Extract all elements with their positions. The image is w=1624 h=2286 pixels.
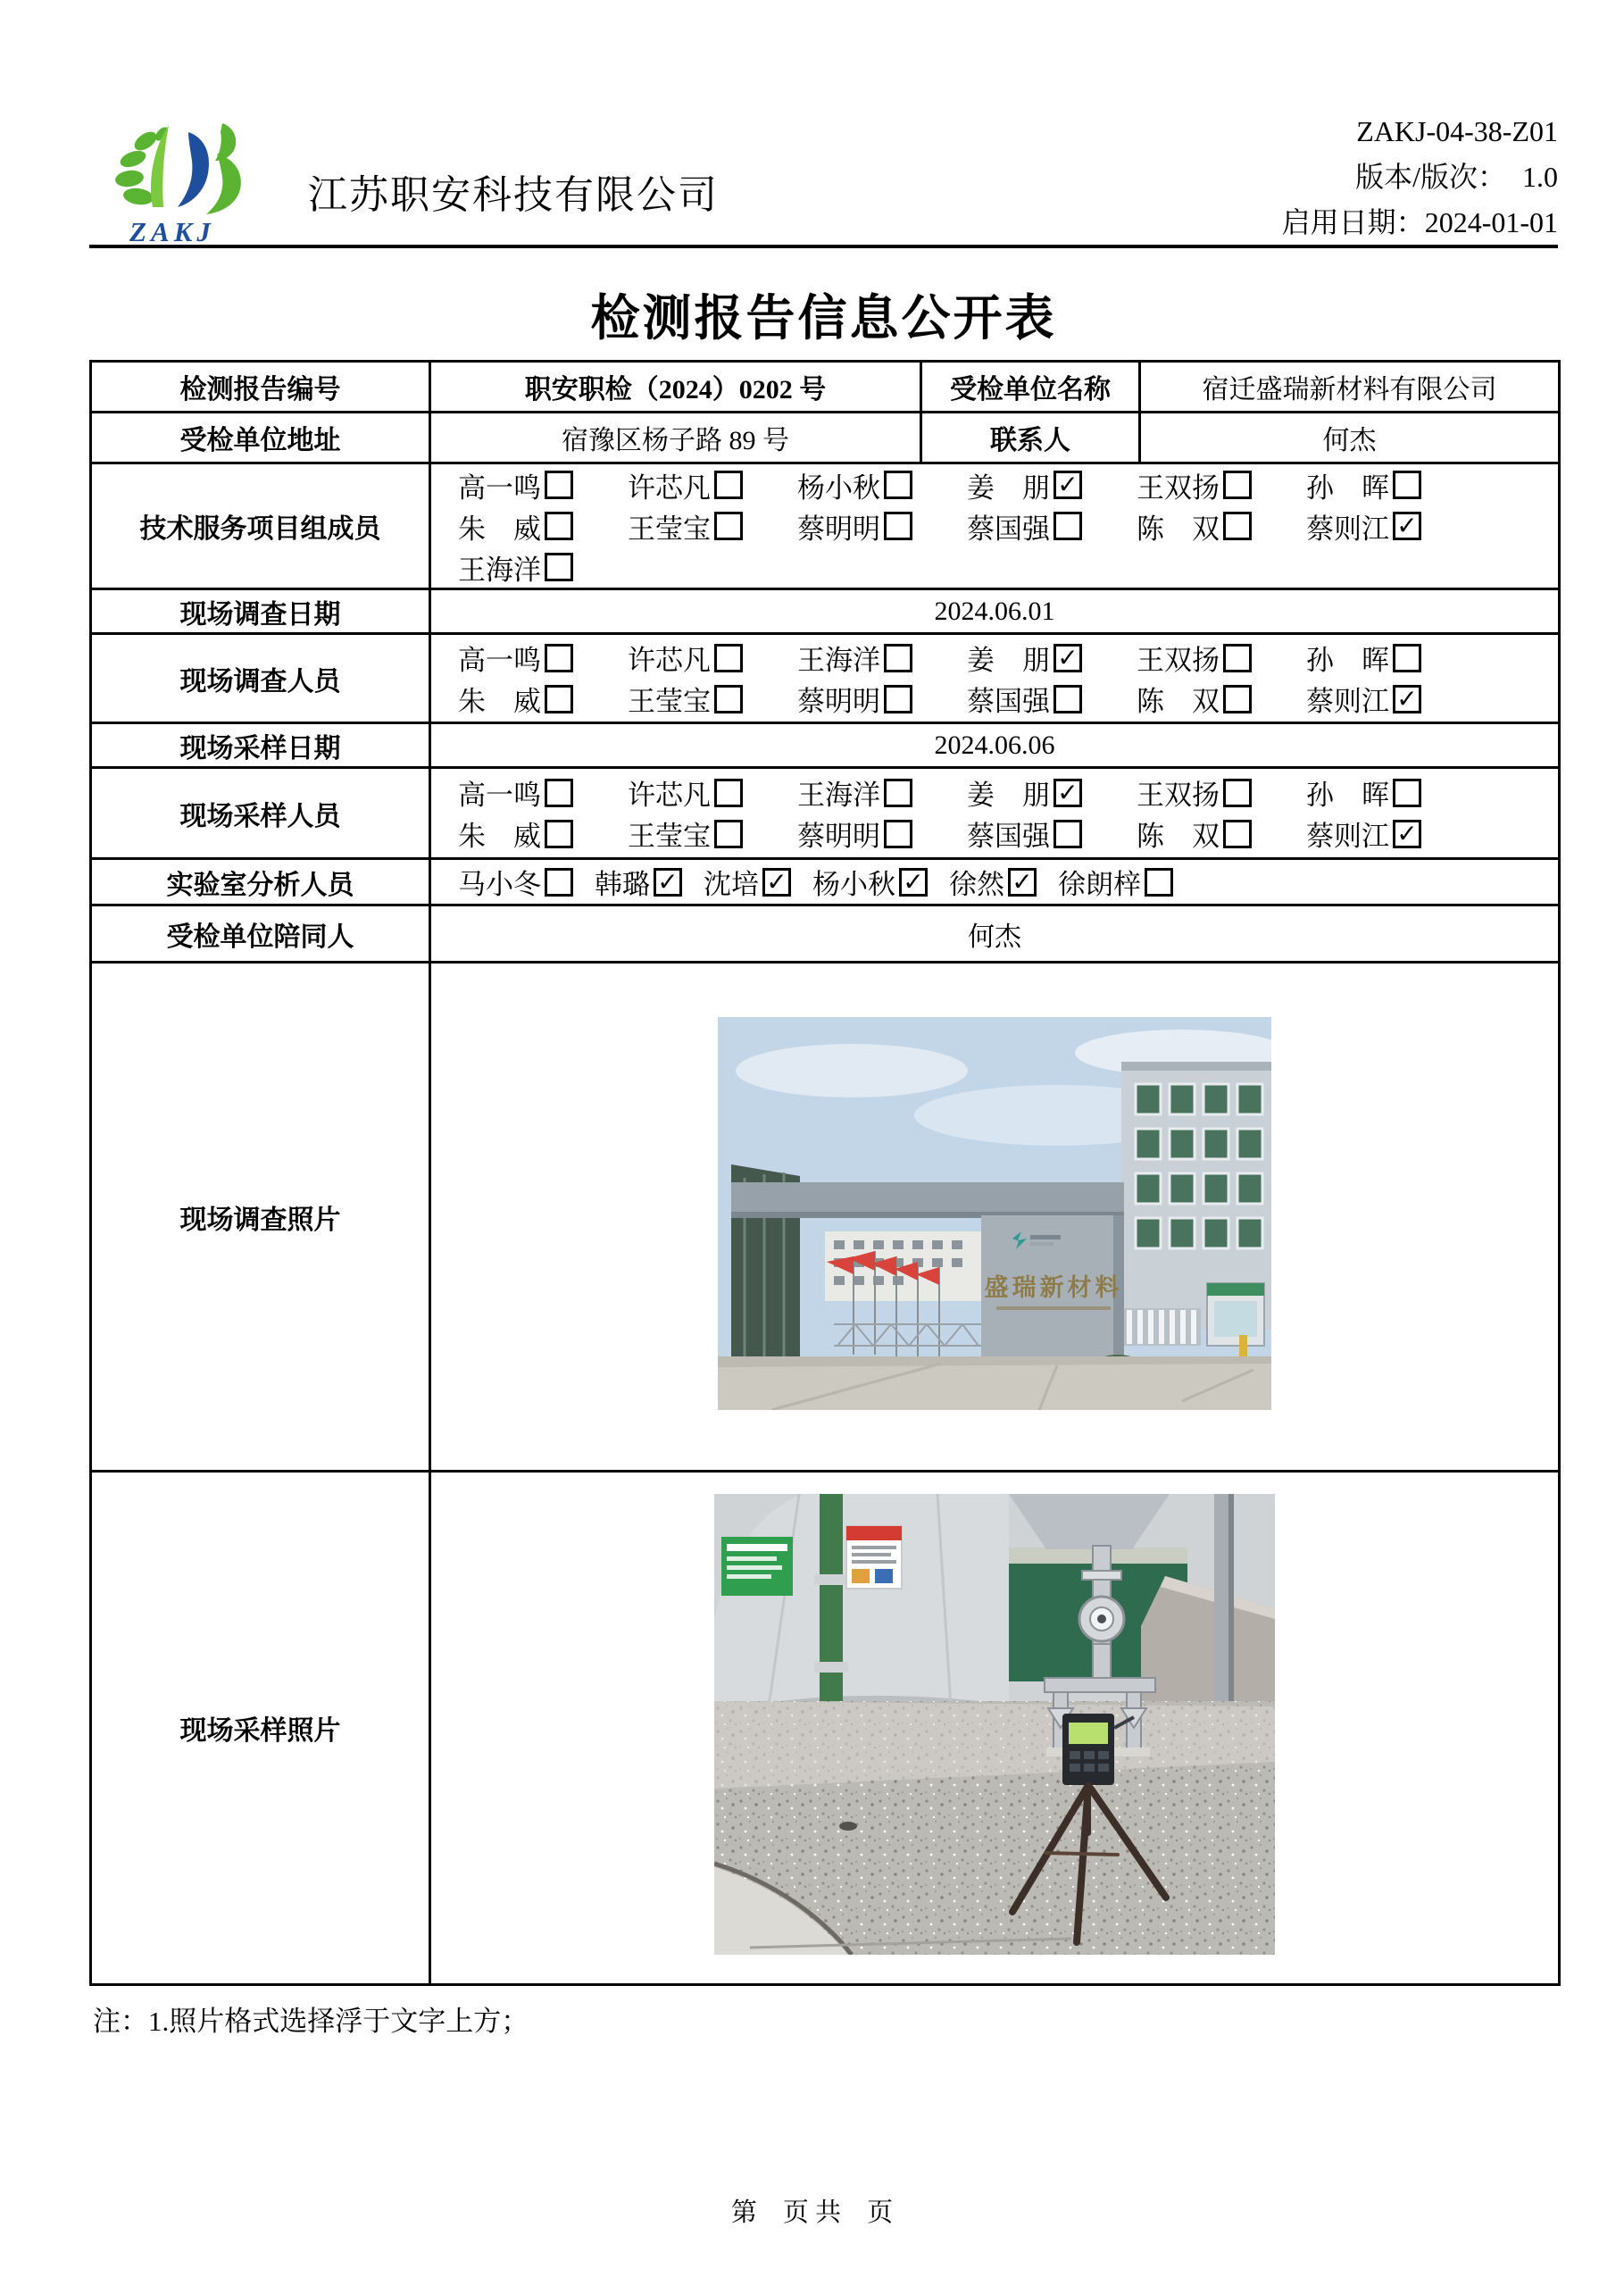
member-checklist [431, 464, 1558, 588]
checkbox-unchecked[interactable] [1393, 471, 1421, 499]
survey-photo-cell [430, 963, 1560, 1472]
checkbox-unchecked[interactable] [1054, 820, 1082, 848]
value-sampling-date: 2024.06.06 [430, 723, 1560, 768]
start-date-label: 启用日期： [1281, 206, 1425, 238]
person-name: 高一鸣 [458, 471, 541, 504]
checkbox-unchecked[interactable] [1054, 685, 1082, 713]
table-row [91, 362, 1560, 413]
person-row [458, 679, 1558, 720]
checkbox-unchecked[interactable] [884, 471, 912, 499]
person-name: 蔡国强 [967, 513, 1050, 545]
person-option [967, 506, 1137, 546]
table-row [91, 768, 1560, 859]
logo-text: ZAKJ [129, 216, 215, 247]
logo-green-drop [215, 123, 236, 161]
person-option [812, 862, 928, 902]
person-option [1306, 772, 1476, 813]
value-unit-address: 宿豫区杨子路 89 号 [430, 413, 921, 463]
label-survey-staff: 现场调查人员 [91, 634, 430, 723]
checkbox-unchecked[interactable] [1223, 779, 1252, 807]
ground [718, 1356, 1271, 1410]
checkbox-unchecked[interactable] [714, 820, 743, 848]
checkbox-checked[interactable]: ✓ [1054, 644, 1082, 672]
person-option [1137, 679, 1306, 719]
person-name: 蔡则江 [1306, 821, 1389, 852]
value-contact: 何杰 [1140, 413, 1560, 463]
label-escort: 受检单位陪同人 [91, 905, 430, 963]
person-name: 蔡明明 [797, 513, 880, 545]
checkbox-unchecked[interactable] [884, 685, 912, 713]
page-title: 检测报告信息公开表 [590, 291, 1057, 346]
person-option [1137, 506, 1306, 546]
person-name: 陈 双 [1137, 821, 1220, 852]
survey-staff-checklist [431, 638, 1558, 720]
person-name: 姜 朋 [967, 645, 1050, 676]
version-line [1282, 154, 1558, 200]
person-name: 蔡明明 [797, 821, 880, 852]
person-name: 王双扬 [1137, 645, 1220, 676]
checkbox-unchecked[interactable] [884, 779, 912, 807]
checkbox-unchecked[interactable] [545, 779, 573, 807]
person-name: 王莹宝 [628, 686, 711, 717]
label-report-no: 检测报告编号 [91, 362, 430, 413]
checkbox-unchecked[interactable] [545, 553, 573, 581]
storage-tank [714, 1494, 1009, 1733]
footnote: 注：1.照片格式选择浮于文字上方； [93, 2006, 529, 2037]
table-row [91, 859, 1560, 905]
person-row [458, 772, 1558, 813]
value-report-no: 职安职检（2024）0202 号 [430, 362, 921, 413]
person-option [967, 813, 1137, 854]
person-name: 王双扬 [1137, 471, 1220, 504]
person-option [797, 465, 967, 505]
label-survey-photo: 现场调查照片 [91, 963, 430, 1472]
checkbox-checked[interactable]: ✓ [654, 868, 682, 897]
logo-green-swoosh [206, 154, 241, 214]
checkbox-checked[interactable]: ✓ [1054, 471, 1082, 499]
checkbox-unchecked[interactable] [714, 512, 743, 540]
version-value: 1.0 [1522, 161, 1558, 193]
person-option [1306, 813, 1476, 854]
label-sampling-photo: 现场采样照片 [91, 1472, 430, 1985]
person-name: 孙 晖 [1306, 471, 1389, 504]
person-option [967, 679, 1137, 719]
person-option [628, 772, 797, 813]
checkbox-unchecked[interactable] [545, 644, 573, 672]
label-project-members: 技术服务项目组成员 [91, 463, 430, 589]
person-name: 杨小秋 [812, 869, 895, 900]
checkbox-checked[interactable]: ✓ [1393, 820, 1421, 848]
sampling-photo-cell [430, 1472, 1560, 1985]
person-option [458, 862, 573, 902]
person-option [1137, 813, 1306, 854]
person-option [967, 638, 1137, 678]
person-option [458, 813, 628, 854]
checkbox-unchecked[interactable] [1393, 644, 1421, 672]
version-label: 版本/版次： [1355, 161, 1506, 193]
checkbox-unchecked[interactable] [545, 868, 573, 897]
terrazzo-floor [714, 1701, 1275, 1955]
table-row [91, 905, 1560, 963]
checkbox-unchecked[interactable] [714, 644, 743, 672]
logo-leaves [114, 125, 171, 207]
person-name: 蔡则江 [1306, 513, 1389, 545]
person-option [1137, 465, 1306, 505]
table-row [91, 413, 1560, 463]
checkbox-unchecked[interactable] [545, 685, 573, 713]
checkbox-unchecked[interactable] [714, 779, 743, 807]
person-name: 蔡国强 [967, 686, 1050, 717]
person-option [704, 862, 791, 902]
person-name: 王莹宝 [628, 513, 711, 545]
document-info-block [1282, 109, 1558, 246]
person-option [595, 862, 682, 902]
person-option [949, 862, 1037, 902]
survey-photo [718, 1017, 1271, 1410]
person-option [628, 465, 797, 505]
person-option [1306, 679, 1476, 719]
person-option [1306, 465, 1476, 505]
person-name: 徐朗梓 [1058, 869, 1141, 900]
person-option [1137, 772, 1306, 813]
person-row [458, 862, 1558, 903]
label-sampling-staff: 现场采样人员 [91, 768, 430, 859]
checkbox-unchecked[interactable] [1393, 779, 1421, 807]
person-name: 蔡国强 [967, 821, 1050, 852]
person-row [458, 505, 1558, 546]
person-name: 韩璐 [595, 869, 650, 900]
company-logo-icon [112, 107, 299, 219]
checkbox-checked[interactable]: ✓ [762, 868, 791, 897]
person-option [628, 813, 797, 854]
label-sampling-date: 现场采样日期 [91, 723, 430, 768]
person-name: 马小冬 [458, 869, 541, 900]
person-name: 孙 晖 [1306, 780, 1389, 811]
person-option [1137, 638, 1306, 678]
sampling-staff-checklist [431, 772, 1558, 855]
logo-blue-swoosh [178, 132, 209, 207]
person-name: 陈 双 [1137, 686, 1220, 717]
person-name: 朱 威 [458, 821, 541, 852]
person-option [458, 547, 628, 588]
checkbox-checked[interactable]: ✓ [899, 868, 928, 897]
person-option [458, 638, 628, 678]
value-survey-date: 2024.06.01 [430, 589, 1560, 634]
value-unit-name: 宿迁盛瑞新材料有限公司 [1140, 362, 1560, 413]
instrument-screen [1069, 1723, 1108, 1744]
person-name: 沈培 [704, 869, 759, 900]
table-row [91, 463, 1560, 589]
person-name: 许芯凡 [628, 780, 711, 811]
person-option [1306, 506, 1476, 546]
company-name: 江苏职安科技有限公司 [308, 173, 719, 217]
person-name: 陈 双 [1137, 513, 1220, 545]
person-row [458, 546, 1558, 588]
checkbox-unchecked[interactable] [1145, 868, 1173, 897]
person-row [458, 813, 1558, 855]
person-name: 许芯凡 [628, 471, 711, 504]
person-name: 姜 朋 [967, 471, 1050, 504]
checkbox-checked[interactable]: ✓ [1393, 685, 1421, 713]
person-name: 高一鸣 [458, 780, 541, 811]
report-table [89, 360, 1561, 1986]
person-option [797, 638, 967, 678]
person-row [458, 464, 1558, 505]
person-name: 朱 威 [458, 513, 541, 545]
person-option [628, 506, 797, 546]
checkbox-unchecked[interactable] [545, 820, 573, 848]
hazard-label-red [846, 1526, 902, 1589]
person-name: 蔡明明 [797, 686, 880, 717]
entrance-canopy [731, 1182, 1124, 1218]
value-lab-analysts [430, 859, 1560, 905]
person-name: 王海洋 [458, 554, 541, 586]
checkbox-unchecked[interactable] [884, 820, 912, 848]
start-date-line [1282, 200, 1558, 246]
person-option [797, 813, 967, 854]
start-date-value: 2024-01-01 [1424, 206, 1558, 238]
value-survey-staff [430, 634, 1560, 723]
page-number-footer: 第 页 共 页 [730, 2198, 894, 2227]
company-sign-text: 盛瑞新材料 [984, 1273, 1123, 1301]
person-option [797, 506, 967, 546]
person-option [458, 679, 628, 719]
value-escort: 何杰 [430, 905, 1560, 963]
person-option [458, 772, 628, 813]
person-name: 王双扬 [1137, 780, 1220, 811]
checkbox-unchecked[interactable] [1223, 685, 1252, 713]
person-option [967, 465, 1137, 505]
sampling-photo [714, 1494, 1275, 1955]
label-contact: 联系人 [921, 413, 1140, 463]
checkbox-checked[interactable]: ✓ [1054, 779, 1082, 807]
checkbox-unchecked[interactable] [714, 685, 743, 713]
person-name: 王海洋 [797, 780, 880, 811]
table-row [91, 1472, 1560, 1985]
checkbox-unchecked[interactable] [1054, 512, 1082, 540]
checkbox-unchecked[interactable] [545, 512, 573, 540]
person-name: 许芯凡 [628, 645, 711, 676]
checkbox-unchecked[interactable] [1223, 512, 1252, 540]
person-option [628, 679, 797, 719]
checkbox-unchecked[interactable] [714, 471, 743, 499]
header-divider [89, 245, 1558, 248]
person-option [967, 772, 1137, 813]
person-row [458, 638, 1558, 679]
value-project-members [430, 463, 1560, 589]
checkbox-unchecked[interactable] [1223, 644, 1252, 672]
table-row [91, 963, 1560, 1472]
gate-wall [981, 1215, 1124, 1376]
checkbox-unchecked[interactable] [884, 644, 912, 672]
label-survey-date: 现场调查日期 [91, 589, 430, 634]
lab-analysts-checklist [431, 862, 1558, 903]
person-option [797, 679, 967, 719]
hazard-label-green [721, 1537, 793, 1596]
person-option [797, 772, 967, 813]
person-name: 徐然 [949, 869, 1004, 900]
document-code: ZAKJ-04-38-Z01 [1356, 115, 1558, 147]
checkbox-unchecked[interactable] [1223, 471, 1252, 499]
person-name: 朱 威 [458, 686, 541, 717]
checkbox-checked[interactable]: ✓ [1393, 512, 1421, 540]
label-lab-analysts: 实验室分析人员 [91, 859, 430, 905]
person-option [628, 638, 797, 678]
table-row [91, 634, 1560, 723]
person-name: 孙 晖 [1306, 645, 1389, 676]
value-sampling-staff [430, 768, 1560, 859]
checkbox-checked[interactable]: ✓ [1008, 868, 1037, 897]
checkbox-unchecked[interactable] [1223, 820, 1252, 848]
person-option [458, 506, 628, 546]
table-row [91, 723, 1560, 768]
person-name: 姜 朋 [967, 780, 1050, 811]
person-option [458, 465, 628, 505]
checkbox-unchecked[interactable] [545, 471, 573, 499]
checkbox-unchecked[interactable] [884, 512, 912, 540]
person-name: 王莹宝 [628, 821, 711, 852]
person-name: 高一鸣 [458, 645, 541, 676]
label-unit-name: 受检单位名称 [921, 362, 1140, 413]
person-name: 王海洋 [797, 645, 880, 676]
person-name: 蔡则江 [1306, 686, 1389, 717]
person-option [1306, 638, 1476, 678]
green-pipe [820, 1494, 843, 1733]
person-option [1058, 862, 1173, 902]
table-row [91, 589, 1560, 634]
person-name: 杨小秋 [797, 471, 880, 504]
label-unit-address: 受检单位地址 [91, 413, 430, 463]
